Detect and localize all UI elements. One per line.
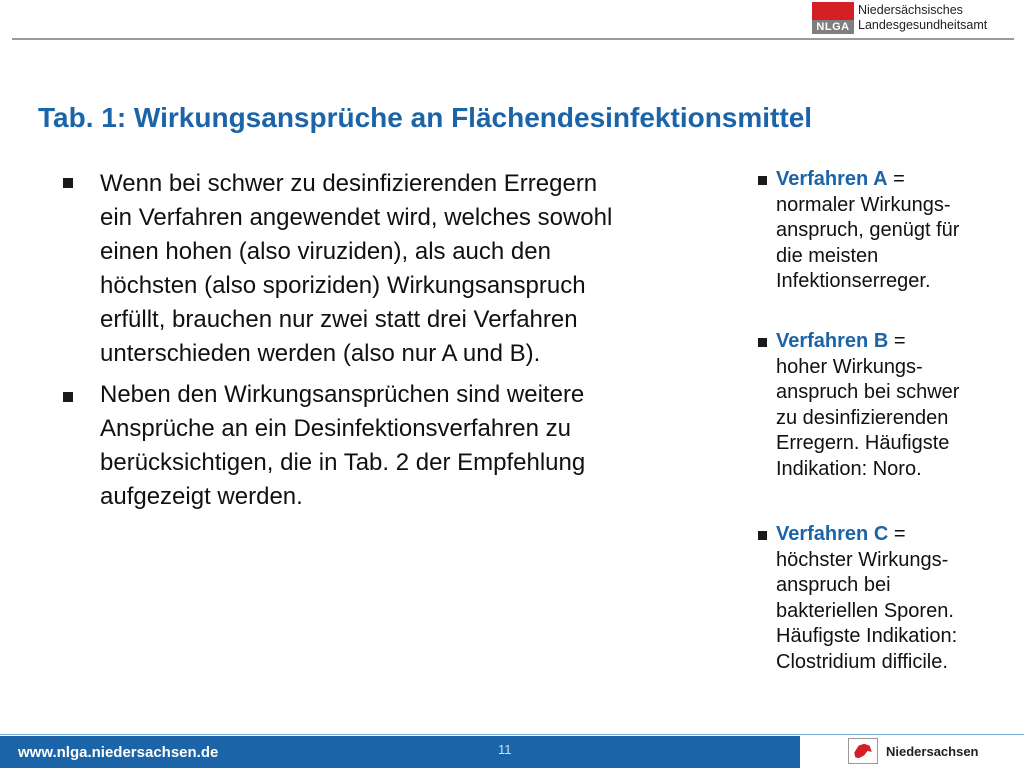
bullet-square <box>63 392 73 402</box>
right-bullet-verfahren-b: Verfahren B = hoher Wirkungs- anspruch bei schwer zu desinfizierenden Erregern. Häufigste Indikation: Noro. <box>776 330 960 480</box>
left-bullet-2: Neben den Wirkungsansprüchen sind weitere Ansprüche an ein Desinfektionsverfahren zu berücksichtigen, die in Tab. 2 der Empfehlung aufgezeigt werden. <box>100 381 586 510</box>
bullet-square <box>63 178 73 188</box>
nlga-logo-mark <box>812 2 854 34</box>
slide-title: Tab. 1: Wirkungsansprüche an Flächendesinfektionsmittel <box>38 102 813 133</box>
right-bullet-verfahren-c: Verfahren C = höchster Wirkungs- anspruch bei bakteriellen Sporen. Häufigste Indikation: Clostridium difficile. <box>776 523 958 673</box>
left-bullet-1: Wenn bei schwer zu desinfizierenden Erregern ein Verfahren angewendet wird, welches sowohl einen hohen (also viruziden), als auch den höchsten (also sporiziden) Wirkungsanspruch erfüllt, brauchen nur zwei statt drei Verfahren unterschieden werden (also nur A und B). <box>100 170 613 367</box>
niedersachsen-logo-text: Niedersachsen <box>886 743 979 759</box>
page-number: 11 <box>498 742 512 757</box>
header-divider <box>12 38 1014 40</box>
bullet-square <box>758 176 767 185</box>
bullet-square <box>758 531 767 540</box>
footer-divider <box>0 734 1024 735</box>
bullet-square <box>758 338 767 347</box>
horse-icon <box>848 738 878 764</box>
nlga-logo <box>812 2 987 34</box>
nlga-logo-abbr: NLGA <box>812 20 854 34</box>
niedersachsen-logo <box>848 738 979 764</box>
footer-url-link[interactable]: www.nlga.niedersachsen.de <box>18 744 219 761</box>
nlga-logo-text: Niedersächsisches Landesgesundheitsamt <box>858 3 988 32</box>
right-bullet-verfahren-a: Verfahren A = normaler Wirkungs- anspruch, genügt für die meisten Infektionserreger. <box>776 168 960 292</box>
